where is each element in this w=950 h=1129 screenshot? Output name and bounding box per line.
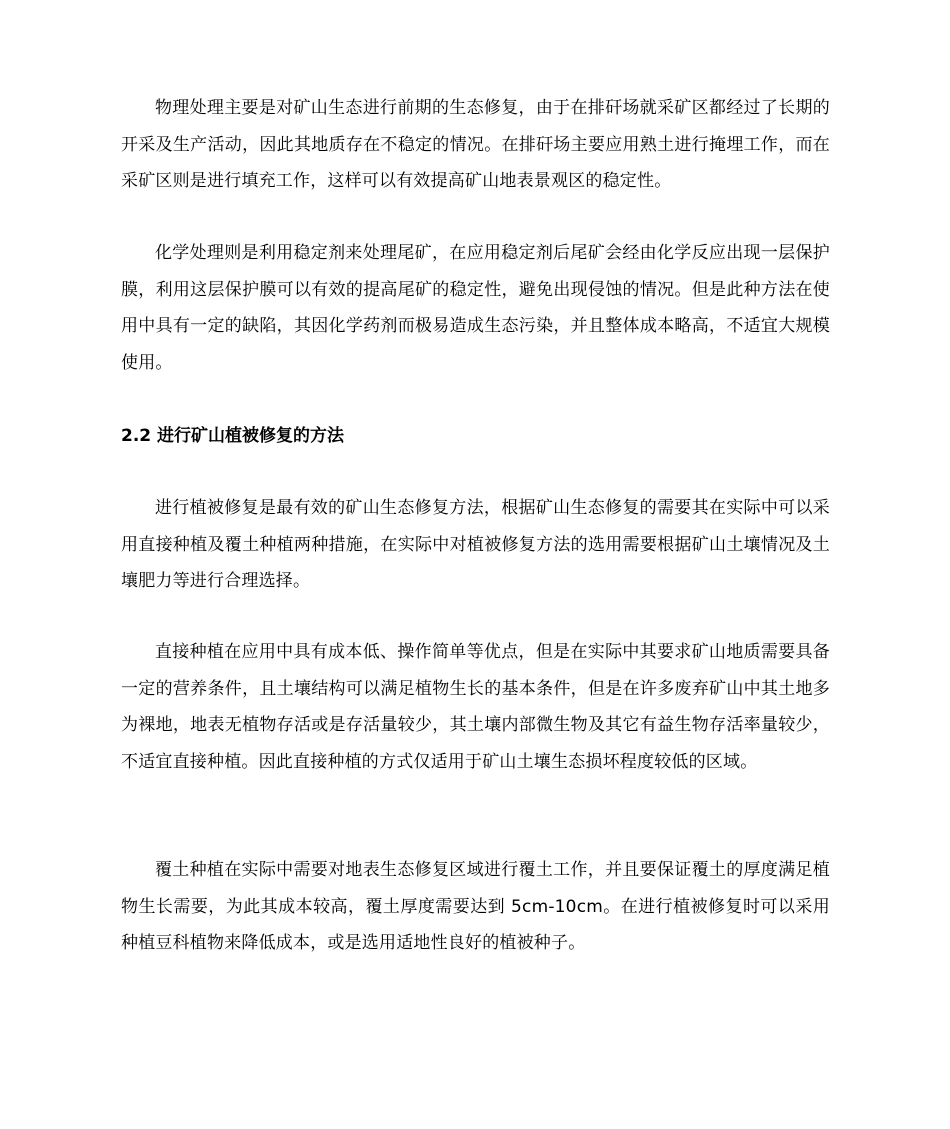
section-heading: 2.2 进行矿山植被修复的方法 [121,426,345,446]
paragraph-chemical-treatment: 化学处理则是利用稳定剂来处理尾矿，在应用稳定剂后尾矿会经由化学反应出现一层保护膜，利用这层保护膜可以有效的提高尾矿的稳定性，避免出现侵蚀的情况。但是此种方法在使用中具有一定的缺陷，其因化学药剂而极易造成生态污染，并且整体成本略高，不适宜大规模使用。 [121,243,830,373]
paragraph-physical-treatment: 物理处理主要是对矿山生态进行前期的生态修复，由于在排矸场就采矿区都经过了长期的开采及生产活动，因此其地质存在不稳定的情况。在排矸场主要应用熟土进行掩埋工作，而在采矿区则是进行填充工作，这样可以有效提高矿山地表景观区的稳定性。 [121,98,830,191]
paragraph-soil-cover-planting: 覆土种植在实际中需要对地表生态修复区域进行覆土工作，并且要保证覆土的厚度满足植物生长需要，为此其成本较高，覆土厚度需要达到 5cm-10cm。在进行植被修复时可以采用种植豆科植物来降低成本，或是选用适地性良好的植被种子。 [121,860,830,953]
paragraph-vegetation-restoration: 进行植被修复是最有效的矿山生态修复方法，根据矿山生态修复的需要其在实际中可以采用直接种植及覆土种植两种措施，在实际中对植被修复方法的选用需要根据矿山土壤情况及土壤肥力等进行合理选择。 [121,498,830,591]
paragraph-direct-planting: 直接种植在应用中具有成本低、操作简单等优点，但是在实际中其要求矿山地质需要具备一定的营养条件，且土壤结构可以满足植物生长的基本条件，但是在许多废弃矿山中其土地多为裸地，地表无植物存活或是存活量较少，其土壤内部微生物及其它有益生物存活率量较少，不适宜直接种植。因此直接种植的方式仅适用于矿山土壤生态损坏程度较低的区域。 [121,642,830,772]
